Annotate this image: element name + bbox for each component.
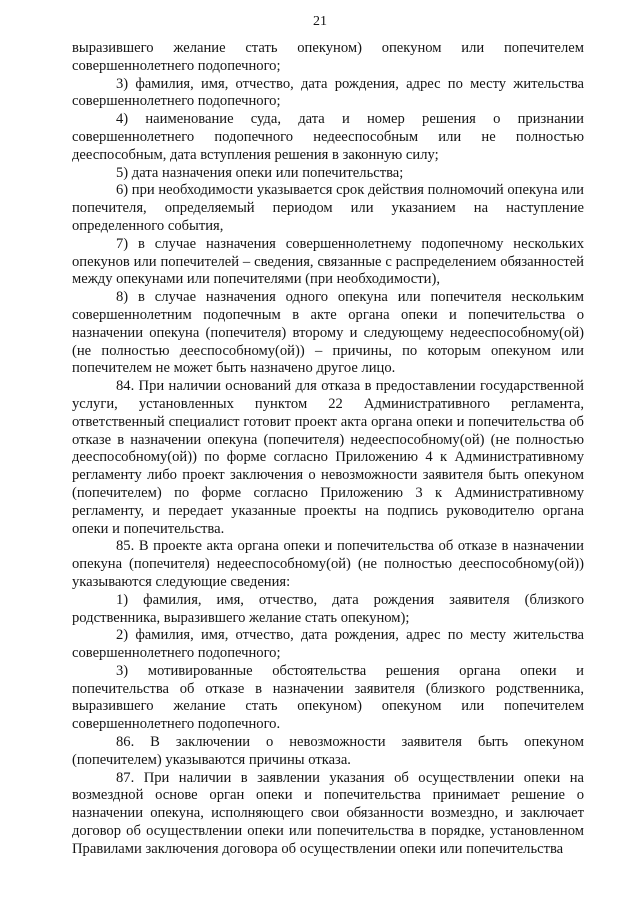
paragraph-86: 86. В заключении о невозможности заявителя быть опекуном (попечителем) указываются причины отказа.: [72, 734, 584, 768]
list-item-8: 8) в случае назначения одного опекуна или попечителя нескольким совершеннолетним подопечным в акте органа опеки и попечительства о назначении опекуна (попечителя) второму и следующему недееспособному(ой) (не полностью дееспособному(ой)) – причины, по которым опекуном или попечителем не может быть назначено другое лицо.: [72, 289, 584, 377]
list-item-6: 6) при необходимости указывается срок действия полномочий опекуна или попечителя, определяемый периодом или указанием на наступление определенного события,: [72, 182, 584, 234]
list-item-2: 2) фамилия, имя, отчество, дата рождения, адрес по месту жительства совершеннолетнего подопечного;: [72, 627, 584, 662]
list-item-3b: 3) мотивированные обстоятельства решения органа опеки и попечительства об отказе в назначении заявителя (близкого родственника, выразившего желание стать опекуном) опекуном или попечителем совершеннолетнего подопечного.: [72, 662, 584, 733]
list-item-4: 4) наименование суда, дата и номер решения о признании совершеннолетнего подопечного недееспособным или не полностью дееспособным, дата вступления решения в законную силу;: [72, 111, 584, 163]
paragraph-84: 84. При наличии оснований для отказа в предоставлении государственной услуги, установленных пунктом 22 Административного регламента, ответственный специалист готовит проект акта органа опеки и попечительства об отказе в назначении опекуна (попечителя) недееспособному(ой) (не полностью дееспособному(ой)) по форме согласно Приложению 4 к Административному регламенту либо проект заключения о невозможности заявителя быть опекуном (попечителем) по форме согласно Приложению 3 к Административному регламенту, и передает указанные проекты на подпись руководителю органа опеки и попечительства.: [72, 378, 584, 537]
list-item-7: 7) в случае назначения совершеннолетнему подопечному нескольких опекунов или попечителей – сведения, связанные с распределением обязанностей между опекунами или попечителями (при необходимости),: [72, 235, 584, 288]
paragraph-continuation: выразившего желание стать опекуном) опекуном или попечителем совершеннолетнего подопечного;: [72, 40, 584, 74]
list-item-1: 1) фамилия, имя, отчество, дата рождения заявителя (близкого родственника, выразившего желание стать опекуном);: [72, 591, 584, 626]
paragraph-87: 87. При наличии в заявлении указания об осуществлении опеки на возмездной основе орган опеки и попечительства принимает решение о назначении опекуна, исполняющего свои обязанности возмездно, и заключает договор об осуществлении опеки или попечительства в порядке, установленном Правилами заключения договора об осуществлении опеки или попечительства: [72, 769, 584, 857]
list-item-3: 3) фамилия, имя, отчество, дата рождения, адрес по месту жительства совершеннолетнего подопечного;: [72, 75, 584, 110]
page-number: 21: [313, 14, 327, 29]
paragraph-85: 85. В проекте акта органа опеки и попечительства об отказе в назначении опекуна (попечителя) недееспособному(ой) (не полностью дееспособному(ой)) указываются следующие сведения:: [72, 538, 584, 590]
document-body: [72, 40, 584, 859]
list-item-5: 5) дата назначения опеки или попечительства;: [116, 164, 404, 181]
